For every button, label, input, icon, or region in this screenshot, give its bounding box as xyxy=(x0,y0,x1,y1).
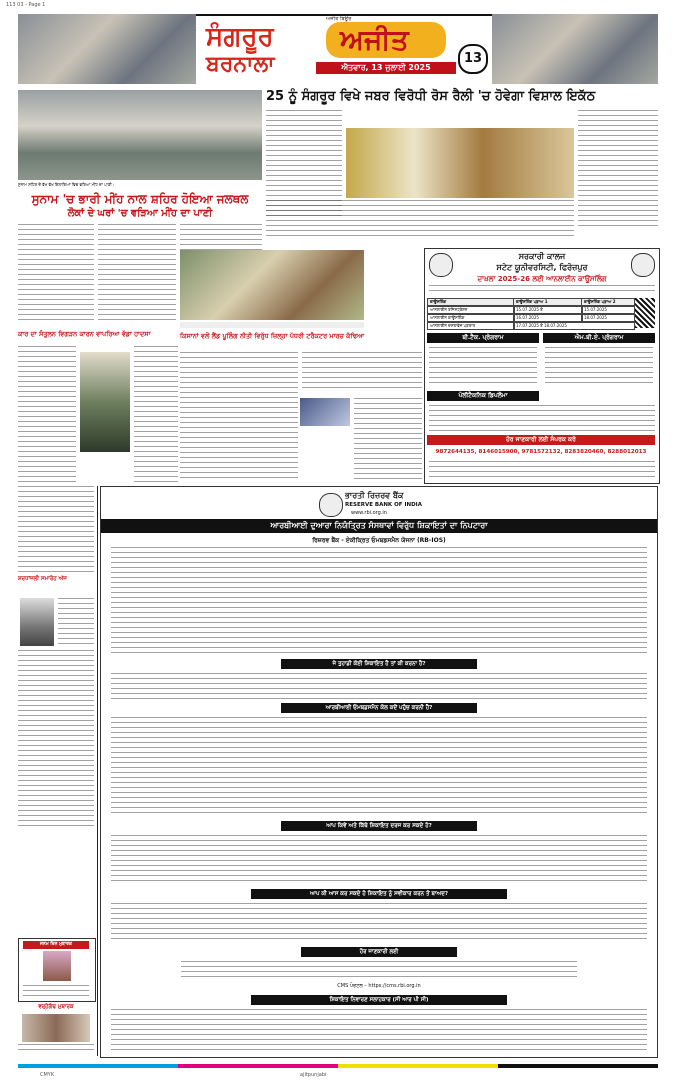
birthday-box xyxy=(18,938,96,1002)
college-section-bottom: ਪੋਲੀਟੈਕਨਿਕ ਡਿਪਲੋਮਾ xyxy=(427,391,539,401)
flood-body-col-1 xyxy=(18,224,94,322)
rbi-name-english: RESERVE BANK OF INDIA xyxy=(345,502,422,508)
rbi-a1 xyxy=(111,673,647,699)
college-row-2-c3: 18.07.2025 xyxy=(581,314,635,322)
obituary-body xyxy=(18,650,94,830)
college-list-bottom xyxy=(429,405,655,431)
lead-headline: 25 ਨੂੰ ਸੰਗਰੂਰ ਵਿਖੇ ਜਬਰ ਵਿਰੋਧੀ ਰੋਸ ਰੈਲੀ 'ਚ ਹੋਵੇਗਾ ਵਿਸ਼ਾਲ ਇਕੱਠ xyxy=(266,89,596,104)
masthead-city-top: ਸੰਗਰੂਰ xyxy=(206,22,274,52)
accident-headline: ਕਾਰ ਦਾ ਸੰਤੁਲਨ ਵਿਗੜਨ ਕਾਰਨ ਵਾਪਰਿਆ ਵੱਡਾ ਹਾਦਸਾ xyxy=(18,330,151,338)
flood-body-col-2 xyxy=(98,224,176,322)
college-footer-lines xyxy=(429,461,655,477)
college-section-left: ਬੀ.ਟੈਕ. ਪ੍ਰੋਗਰਾਮ xyxy=(427,333,539,343)
rbi-q2: ਆਰਬੀਆਈ ਓਮਬਡਸਮੈਨ ਕੋਲ ਕਦੋਂ ਪਹੁੰਚ ਕਰਨੀ ਹੈ? xyxy=(281,703,477,713)
college-title-2: ਸਟੇਟ ਯੂਨੀਵਰਸਿਟੀ, ਫਿਰੋਜ਼ਪੁਰ xyxy=(496,263,588,272)
college-emblem-right xyxy=(631,253,655,277)
college-qr xyxy=(635,298,655,328)
college-row-1-c1: ਆਨਲਾਈਨ ਰਜਿਸਟ੍ਰੇਸ਼ਨ xyxy=(427,306,515,314)
rbi-a2 xyxy=(111,717,647,817)
college-row-3-c2: 17.07.2025 ਤੋਂ 18.07.2025 xyxy=(513,322,635,330)
masthead-brand-box xyxy=(326,22,446,58)
rbi-q1: ਜੇ ਤੁਹਾਡੀ ਕੋਈ ਸ਼ਿਕਾਇਤ ਹੈ ਤਾਂ ਕੀ ਕਰਨਾ ਹੈ? xyxy=(281,659,477,669)
college-list-left xyxy=(429,347,537,387)
college-section-right: ਐਮ.ਬੀ.ਏ. ਪ੍ਰੋਗਰਾਮ xyxy=(543,333,655,343)
flood-headline-2: ਲੋਕਾਂ ਦੇ ਘਰਾਂ 'ਚ ਵੜਿਆ ਮੀਂਹ ਦਾ ਪਾਣੀ xyxy=(67,208,213,219)
anniversary-text xyxy=(18,1044,94,1054)
lead-photo xyxy=(346,128,574,198)
college-th-1: ਕਾਊਂਸਲਿੰਗ xyxy=(427,298,515,306)
masthead-banner xyxy=(196,14,492,86)
masthead-small-tag: ਅਜੀਤ ਬਿਊਰੋ xyxy=(326,16,352,22)
masthead-date: ਐਤਵਾਰ, 13 ਜੁਲਾਈ 2025 xyxy=(316,62,456,74)
rbi-name-punjabi: ਭਾਰਤੀ ਰਿਜ਼ਰਵ ਬੈਂਕ xyxy=(345,491,404,500)
obituary-headline: ਸ਼ਰਧਾਂਜਲੀ ਸਮਾਰੋਹ ਅੱਜ xyxy=(18,576,67,582)
protest-caption xyxy=(180,322,364,328)
flood-caption: ਸੁਨਾਮ ਸ਼ਹਿਰ ਦੇ ਵੱਖ ਵੱਖ ਇਲਾਕਿਆਂ ਵਿਚ ਭਰਿਆ ਮੀਂਹ ਦਾ ਪਾਣੀ। xyxy=(18,182,115,187)
birthday-photo xyxy=(43,951,71,981)
rbi-more-info-title: ਹੋਰ ਜਾਣਕਾਰੀ ਲਈ xyxy=(301,947,457,957)
rbi-more-info-body xyxy=(181,961,577,981)
masthead-brand: ਅਜੀਤ xyxy=(340,23,409,56)
protest-inset-photo xyxy=(300,398,350,426)
page-number: 13 xyxy=(458,44,488,74)
rbi-a3 xyxy=(111,835,647,885)
college-row-1-c3: 15.07.2025 xyxy=(581,306,635,314)
rbi-scheme-title: ਰਿਜ਼ਰਵ ਬੈਂਕ - ਏਕੀਕ੍ਰਿਤ ਓਮਬਡਸਮੈਨ ਯੋਜਨਾ (RB-IOS) xyxy=(312,537,446,544)
protest-headline: ਕਿਸਾਨਾਂ ਵਲੋਂ ਲੈਂਡ ਪੂਲਿੰਗ ਨੀਤੀ ਵਿਰੁੱਧ ਜ਼ਿਲ੍ਹਾ ਪੱਧਰੀ ਟਰੈਕਟਰ ਮਾਰਚ ਕੱਢਿਆ xyxy=(180,332,365,340)
protest-body xyxy=(180,352,298,482)
flood-headline-1: ਸੁਨਾਮ 'ਚ ਭਾਰੀ ਮੀਂਹ ਨਾਲ ਸ਼ਹਿਰ ਹੋਇਆ ਜਲਥਲ xyxy=(31,192,249,206)
college-helpline-label: ਹੋਰ ਜਾਣਕਾਰੀ ਲਈ ਸੰਪਰਕ ਕਰੋ xyxy=(427,435,655,445)
anniversary-title: ਵਰ੍ਹੇਗੰਢ ਮੁਬਾਰਕ xyxy=(38,1004,74,1010)
college-title-1: ਸਰਕਾਰੀ ਕਾਲਜ xyxy=(518,252,566,261)
college-row-1-c2: 15.07.2025 ਤੋਂ xyxy=(513,306,583,314)
anniversary-photo xyxy=(22,1014,90,1042)
rbi-scheme-body xyxy=(111,547,647,655)
college-phones: 9872644135, 8146015900, 9781572132, 8283820460, 8288012013 xyxy=(435,449,647,455)
protest-body-2 xyxy=(302,352,422,392)
protest-photo xyxy=(180,250,364,320)
college-intro xyxy=(429,285,655,295)
footer-slug: ajitpunjabi xyxy=(300,1072,327,1078)
rbi-last-title: ਸ਼ਿਕਾਇਤ ਨਿਵਾਰਣ ਸਲਾਹਕਾਰ (ਸੀ ਆਰ ਪੀ ਸੀ) xyxy=(251,995,507,1005)
rbi-website: www.rbi.org.in xyxy=(351,510,387,516)
masthead-photo-right xyxy=(492,14,658,84)
birthday-title: ਜਨਮ ਦਿਨ ਮੁਬਾਰਕ xyxy=(23,941,89,949)
flood-body-col-3 xyxy=(180,224,262,250)
college-row-2-c2: 16.07.2025 xyxy=(513,314,583,322)
rbi-last-body xyxy=(111,1009,647,1051)
college-row-2-c1: ਆਨਲਾਈਨ ਕਾਊਂਸਲਿੰਗ xyxy=(427,314,515,322)
flood-photo xyxy=(18,90,262,180)
rbi-banner: ਆਰਬੀਆਈ ਦੁਆਰਾ ਨਿਯੰਤ੍ਰਿਤ ਸੰਸਥਾਵਾਂ ਵਿਰੁੱਧ ਸ਼ਿਕਾਇਤਾਂ ਦਾ ਨਿਪਟਾਰਾ xyxy=(101,519,657,533)
masthead-photo-left xyxy=(18,14,196,84)
college-th-2: ਕਾਊਂਸਲਿੰਗ ਪੜਾਅ 1 xyxy=(513,298,583,306)
rbi-cms-portal: CMS ਪੋਰਟਲ – https://cms.rbi.org.in xyxy=(337,983,421,989)
rbi-logo xyxy=(319,493,343,517)
college-row-3-c1: ਆਨਲਾਈਨ ਦਸਤਾਵੇਜ਼ ਪੜਤਾਲ xyxy=(427,322,515,330)
accident-photo xyxy=(80,352,130,452)
obituary-photo xyxy=(20,598,54,646)
color-bar xyxy=(18,1064,658,1068)
accident-body-2 xyxy=(134,346,178,482)
college-emblem xyxy=(429,253,453,277)
college-list-right xyxy=(545,347,653,387)
college-ad xyxy=(424,248,660,484)
masthead-city-bottom: ਬਰਨਾਲਾ xyxy=(206,52,275,77)
rbi-ad xyxy=(100,486,658,1058)
protest-body-3 xyxy=(354,398,422,482)
left-col-text-top xyxy=(18,486,94,572)
footer-color-tag: CMYK xyxy=(40,1072,55,1078)
obituary-body-side xyxy=(58,598,94,646)
college-th-3: ਕਾਊਂਸਲਿੰਗ ਪੜਾਅ 2 xyxy=(581,298,635,306)
accident-body-1 xyxy=(18,346,76,482)
lead-body-bottom xyxy=(266,200,574,240)
column-divider xyxy=(97,486,98,1056)
birthday-text xyxy=(23,985,89,997)
rbi-q3: ਆਪ ਕਿਵੇਂ ਅਤੇ ਕਿੱਥੇ ਸ਼ਿਕਾਇਤ ਦਰਜ ਕਰ ਸਕਦੇ ਹੋ? xyxy=(281,821,477,831)
rbi-q4: ਆਪ ਕੀ ਆਸ ਕਰ ਸਕਦੇ ਹੋ ਸ਼ਿਕਾਇਤ ਨੂੰ ਸਵੀਕਾਰ ਕਰਨ ਤੋਂ ਬਾਅਦ? xyxy=(251,889,507,899)
lead-body-right xyxy=(578,110,658,230)
college-admission: ਦਾਖ਼ਲਾ 2025-26 ਲਈ ਆਨਲਾਈਨ ਕਾਊਂਸਲਿੰਗ xyxy=(477,275,607,283)
print-slug: 113 03 - Page 1 xyxy=(6,2,46,8)
rbi-a4 xyxy=(111,903,647,943)
